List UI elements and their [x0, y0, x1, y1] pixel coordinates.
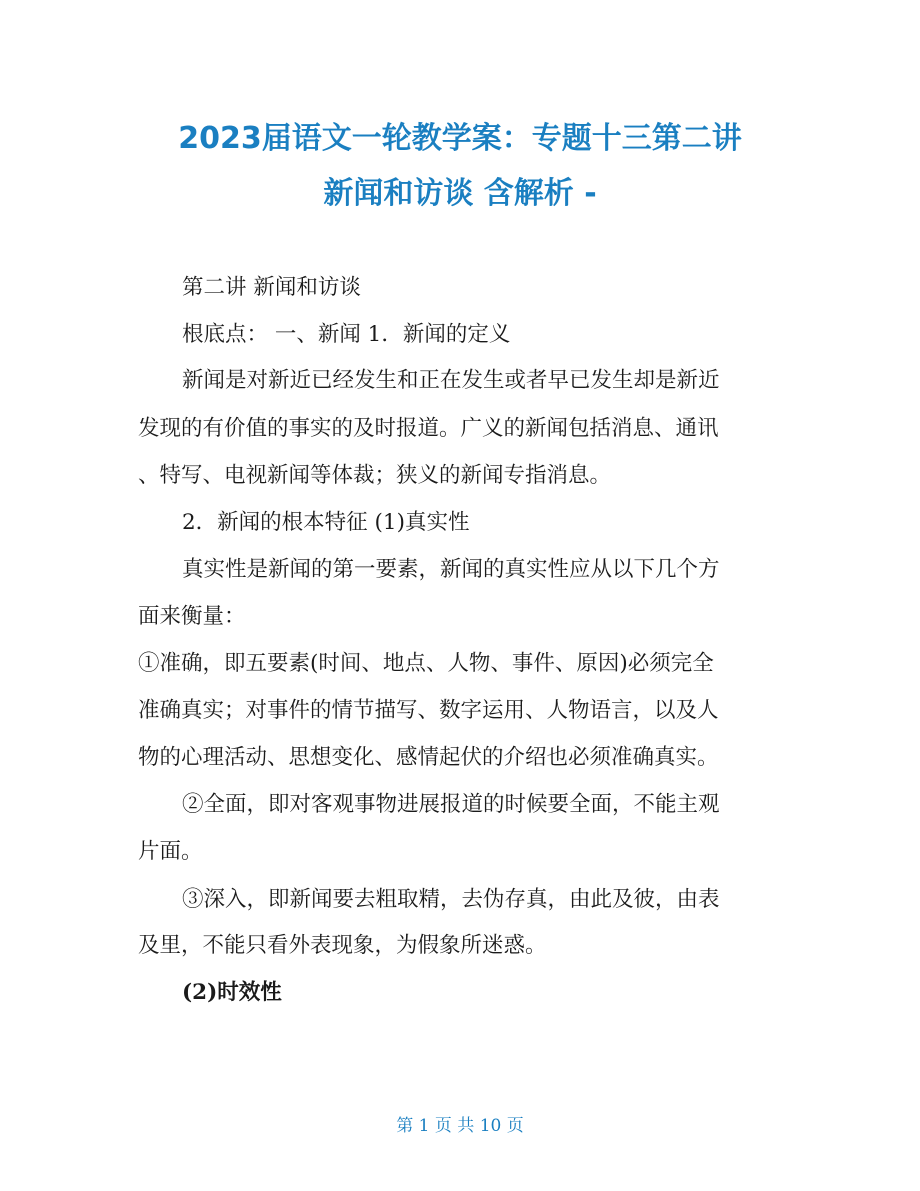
truthfulness-line-2: 面来衡量： — [138, 604, 246, 629]
accuracy-item-line-2: 准确真实；对事件的情节描写、数字运用、人物语言，以及人 — [138, 698, 719, 723]
document-title-line1: 2023届语文一轮教学案：专题十三第二讲 — [178, 121, 742, 156]
accuracy-item-line-3: 物的心理活动、思想变化、感情起伏的介绍也必须准确真实。 — [138, 745, 719, 770]
timeliness-heading: (2)时效性 — [182, 980, 282, 1005]
features-heading: 2．新闻的根本特征 (1)真实性 — [182, 510, 470, 535]
definition-line-1: 新闻是对新近已经发生和正在发生或者早已发生却是新近 — [182, 368, 720, 393]
definition-line-2: 发现的有价值的事实的及时报道。广义的新闻包括消息、通讯 — [138, 416, 719, 441]
comprehensive-item-line-2: 片面。 — [138, 839, 203, 864]
definition-line-3: 、特写、电视新闻等体裁；狭义的新闻专指消息。 — [138, 463, 612, 488]
basic-points-heading: 根底点： 一、新闻 1．新闻的定义 — [182, 322, 511, 347]
truthfulness-line-1: 真实性是新闻的第一要素，新闻的真实性应从以下几个方 — [182, 557, 720, 582]
in-depth-item-line-2: 及里，不能只看外表现象，为假象所迷惑。 — [138, 933, 547, 958]
in-depth-item-line-1: ③深入，即新闻要去粗取精，去伪存真，由此及彼，由表 — [182, 887, 720, 912]
accuracy-item-line-1: ①准确，即五要素(时间、地点、人物、事件、原因)必须完全 — [138, 651, 714, 676]
document-title-line2: 新闻和访谈 含解析 - — [323, 176, 597, 211]
lecture-heading: 第二讲 新闻和访谈 — [182, 275, 361, 300]
page-number-footer: 第 1 页 共 10 页 — [396, 1116, 524, 1136]
comprehensive-item-line-1: ②全面，即对客观事物进展报道的时候要全面，不能主观 — [182, 792, 720, 817]
